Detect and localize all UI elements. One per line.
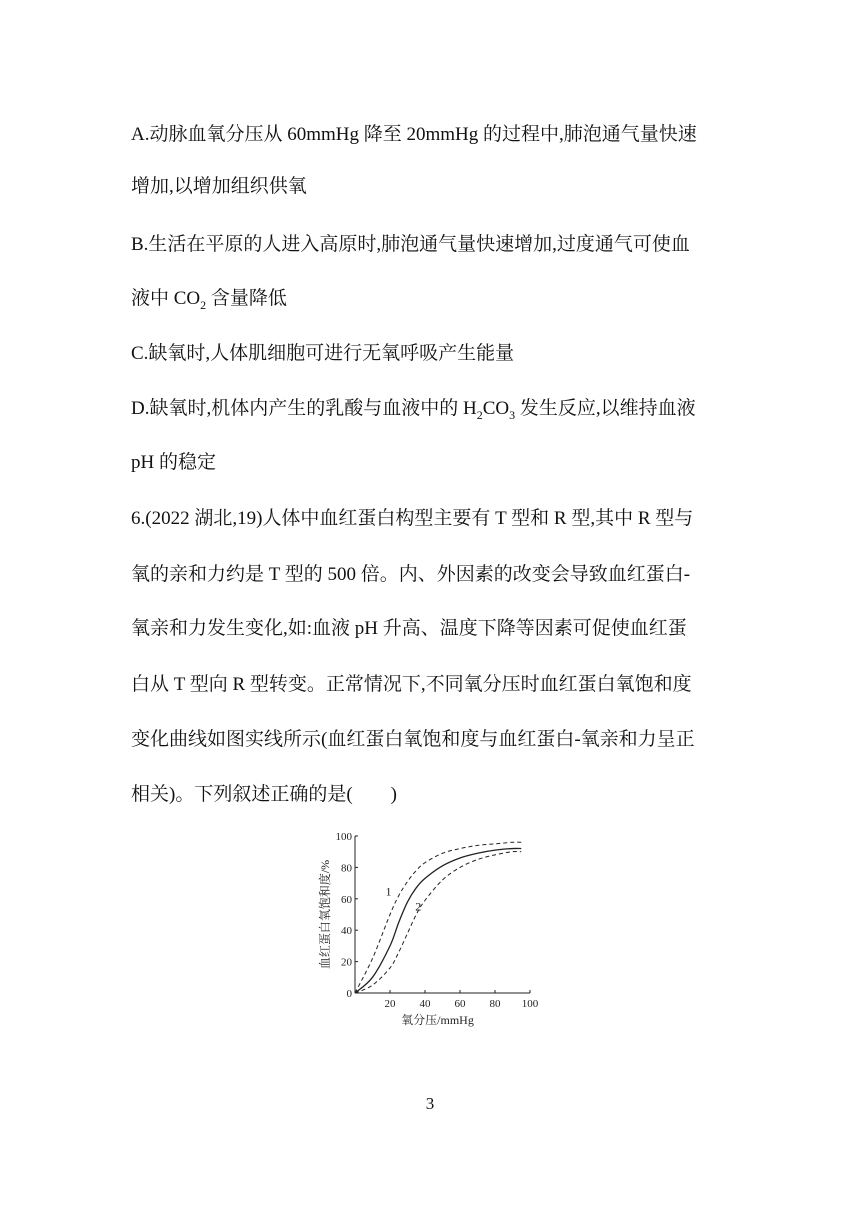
oxygen-saturation-chart xyxy=(300,820,560,1040)
option-d-text-a: D.缺氧时,机体内产生的乳酸与血液中的 H xyxy=(131,398,477,419)
x-tick-label: 100 xyxy=(521,998,539,1010)
y-tick-label: 100 xyxy=(335,831,352,843)
x-tick-label: 20 xyxy=(384,998,396,1010)
option-d-subscript-2: 3 xyxy=(509,407,516,422)
y-tick-label: 20 xyxy=(341,956,352,969)
option-d-text-b: CO xyxy=(482,398,510,419)
q6-line-5: 变化曲线如图实线所示(血红蛋白氧饱和度与血红蛋白-氧亲和力呈正 xyxy=(131,729,695,750)
option-d-text-c: 发生反应,以维持血液 xyxy=(515,398,696,419)
option-b-line1: B.生活在平原的人进入高原时,肺泡通气量快速增加,过度通气可使血 xyxy=(131,234,690,255)
y-tick-label: 0 xyxy=(346,988,352,1000)
option-d-line1 xyxy=(131,397,736,427)
option-d-line2: pH 的稳定 xyxy=(131,452,216,473)
y-tick-label: 40 xyxy=(341,925,352,938)
option-a-line1: A.动脉血氧分压从 60mmHg 降至 20mmHg 的过程中,肺泡通气量快速 xyxy=(131,124,697,145)
y-tick-label: 60 xyxy=(341,893,352,906)
option-b-subscript: 2 xyxy=(200,297,207,312)
q6-line-6: 相关)。下列叙述正确的是( ) xyxy=(131,784,397,805)
q6-line-4: 白从 T 型向 R 型转变。正常情况下,不同氧分压时血红蛋白氧饱和度 xyxy=(131,674,692,695)
x-tick-label: 80 xyxy=(489,998,501,1010)
curve-normal xyxy=(355,848,521,993)
option-c: C.缺氧时,人体肌细胞可进行无氧呼吸产生能量 xyxy=(131,343,515,364)
page-number: 3 xyxy=(425,1094,435,1113)
q6-line-3: 氧亲和力发生变化,如:血液 pH 升高、温度下降等因素可促使血红蛋 xyxy=(131,618,687,639)
x-tick-label: 60 xyxy=(454,998,466,1010)
option-b-line2 xyxy=(131,287,736,317)
curve-1 xyxy=(355,842,521,993)
q6-line-1: 6.(2022 湖北,19)人体中血红蛋白构型主要有 T 型和 R 型,其中 R 型与 xyxy=(131,508,694,529)
curve-1-label: 1 xyxy=(385,884,392,899)
option-b-text-a: 液中 CO xyxy=(131,288,201,309)
x-axis-label: 氧分压/mmHg xyxy=(401,1013,474,1027)
x-tick-label: 40 xyxy=(419,998,431,1010)
option-b-text-b: 含量降低 xyxy=(206,288,287,309)
y-tick-label: 80 xyxy=(341,862,352,875)
curve-2 xyxy=(355,851,521,993)
option-a-line2: 增加,以增加组织供氧 xyxy=(131,176,307,197)
curve-2-label: 2 xyxy=(415,899,422,914)
y-axis-label: 血红蛋白氧饱和度/% xyxy=(318,859,332,970)
option-d-subscript-1: 2 xyxy=(476,407,483,422)
q6-line-2: 氧的亲和力约是 T 型的 500 倍。内、外因素的改变会导致血红蛋白- xyxy=(131,564,691,585)
